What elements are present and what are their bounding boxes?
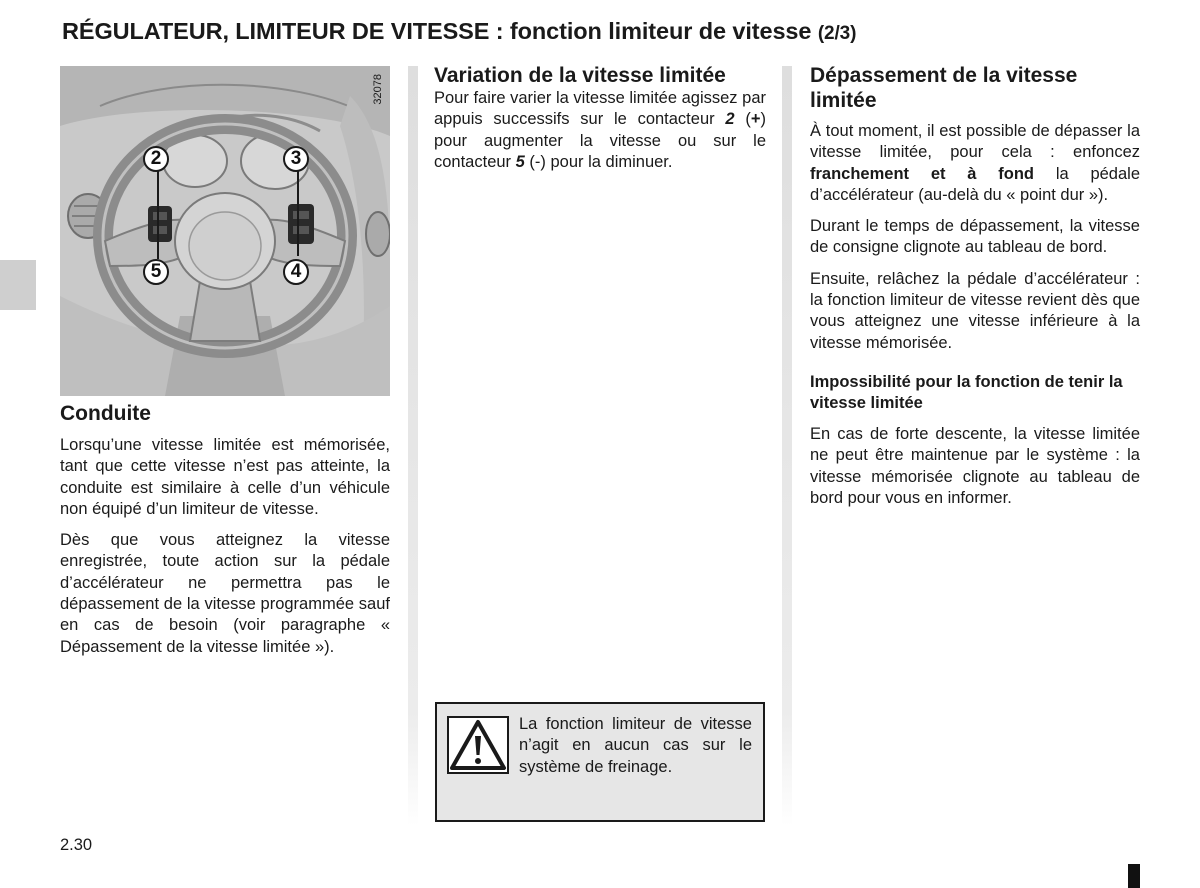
variation-text-1: Pour faire varier la vitesse limitée agissez par appuis successifs sur le contacteur	[434, 89, 766, 129]
warning-text: La fonction limiteur de vitesse n’agit en aucun cas sur le système de freinage.	[519, 715, 752, 776]
callout-3: 3	[283, 146, 309, 172]
variation-text-4: (-) pour la diminuer.	[524, 152, 673, 171]
variation-text-2: (	[734, 110, 751, 129]
depassement-text-1: À tout moment, il est possible de dépasser la vitesse limitée, pour cela : enfoncez	[810, 122, 1140, 162]
figure-reference-number: 32078	[372, 74, 384, 105]
steering-wheel-drawing	[60, 66, 390, 396]
plus-sign: +	[750, 110, 761, 129]
callout-2: 2	[143, 146, 169, 172]
depassement-heading: Dépassement de la vitesse limitée	[810, 64, 1078, 112]
chapter-tab-marker	[0, 260, 36, 310]
warning-box	[435, 702, 765, 822]
page-title	[62, 18, 1162, 45]
variation-paragraph	[434, 88, 766, 173]
conduite-paragraph-1: Lorsqu’une vitesse limitée est mémorisée, tant que cette vitesse n’est pas atteinte, la conduite est similaire à celle d’un véhicule non équipé d’un limiteur de vitesse.	[60, 436, 390, 518]
middle-column	[434, 63, 766, 173]
impossibilite-subheading: Impossibilité pour la fonction de tenir la vitesse limitée	[810, 372, 1123, 412]
switch-2-ref: 2	[725, 110, 735, 129]
switch-5-ref: 5	[515, 152, 525, 171]
depassement-paragraph-1	[810, 121, 1140, 206]
right-column	[810, 63, 1140, 509]
impossibilite-paragraph: En cas de forte descente, la vitesse limitée ne peut être maintenue par le système : la vitesse mémorisée clignote au tableau de bord pour vous en informer.	[810, 424, 1140, 507]
title-part: (2/3)	[817, 23, 857, 44]
depassement-paragraph-2: Durant le temps de dépassement, la vitesse de consigne clignote au tableau de bord.	[810, 217, 1140, 257]
page-number: 2.30	[60, 836, 93, 854]
warning-triangle-icon	[447, 716, 509, 774]
depassement-text-2: la pédale d’accélérateur (au-delà du « point dur »).	[810, 164, 1141, 204]
callout-5: 5	[143, 259, 169, 285]
conduite-heading: Conduite	[60, 402, 151, 425]
title-text: RÉGULATEUR, LIMITEUR DE VITESSE : fonction limiteur de vitesse	[62, 18, 812, 44]
column-separator-left	[408, 66, 418, 826]
variation-heading: Variation de la vitesse limitée	[434, 64, 726, 87]
variation-text-3: ) pour augmenter la vitesse ou sur le contacteur	[434, 110, 766, 171]
page-edge-marker	[1128, 864, 1140, 888]
left-column	[60, 401, 390, 658]
column-separator-right	[782, 66, 792, 826]
depassement-bold-text: franchement et à fond	[810, 164, 1035, 183]
depassement-paragraph-3: Ensuite, relâchez la pédale d’accélérateur : la fonction limiteur de vitesse revient dès que vous atteignez une vitesse inférieure à la vitesse mémorisée.	[810, 269, 1140, 352]
callout-4: 4	[283, 259, 309, 285]
steering-wheel-illustration	[60, 66, 390, 396]
conduite-paragraph-2: Dès que vous atteignez la vitesse enregistrée, toute action sur la pédale d’accélérateur ne permettra pas le dépassement de la vitesse programmée sauf en cas de besoin (voir paragraphe « Dépassement de la vitesse limitée »).	[60, 531, 390, 656]
